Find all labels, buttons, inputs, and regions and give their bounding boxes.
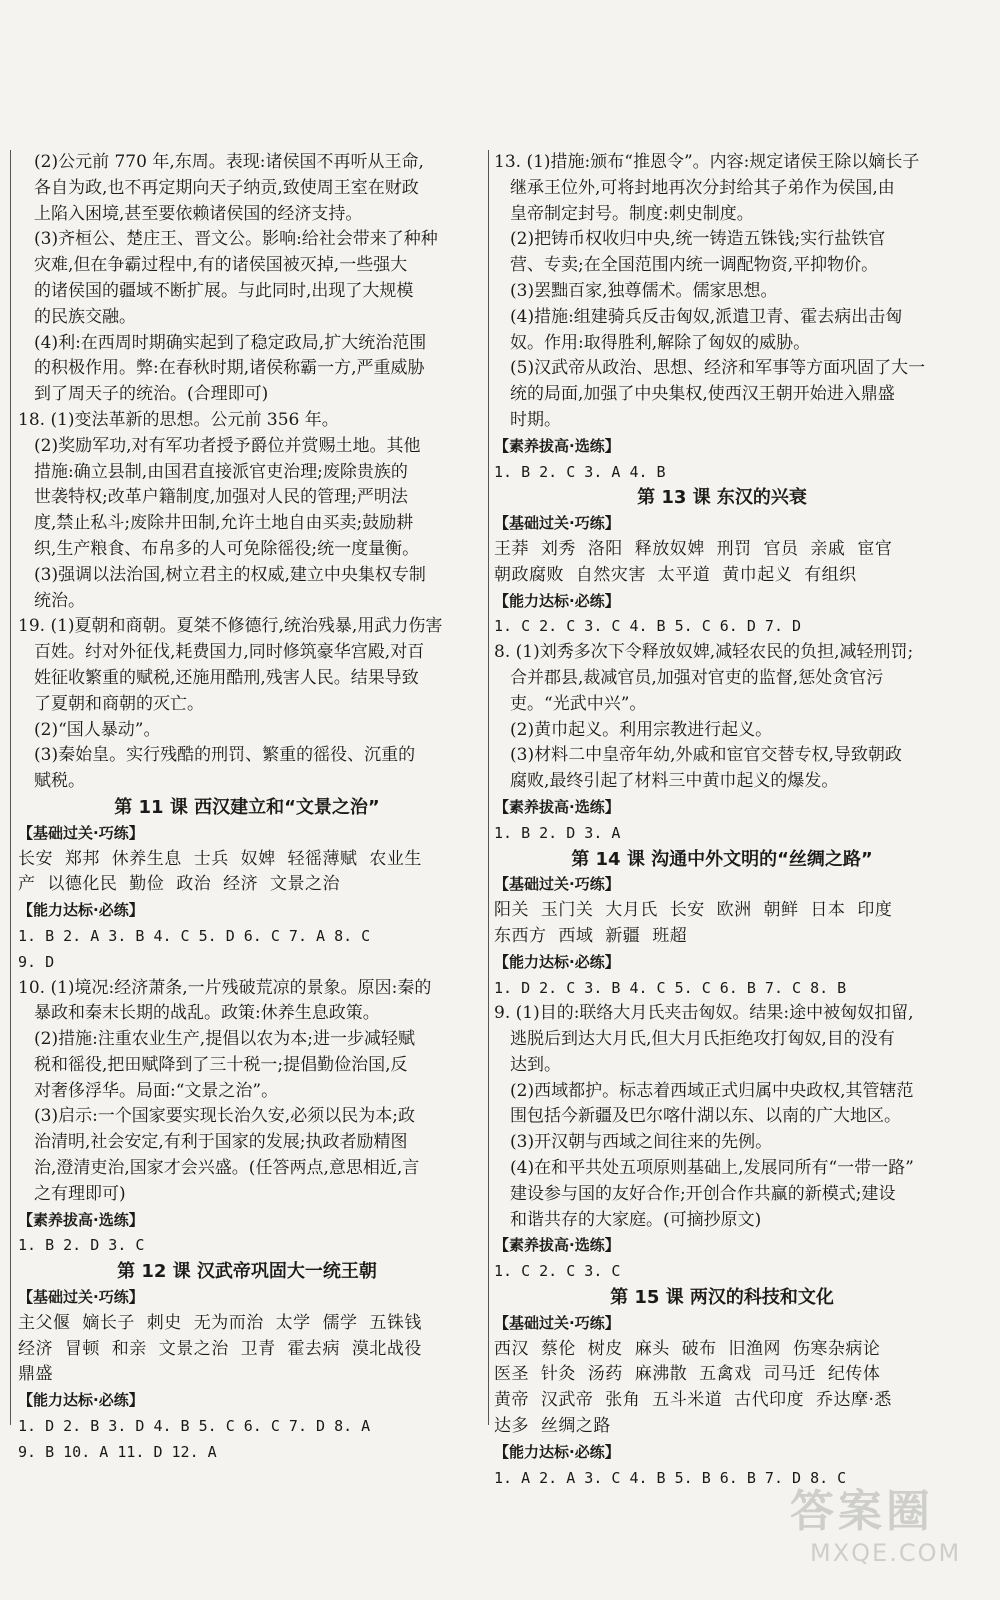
watermark-text: 答案圈 [790, 1486, 934, 1537]
text-line: (3)启示:一个国家要实现长治久安,必须以民为本;政 [34, 1106, 415, 1127]
lesson-title: 第 12 课 汉武帝巩固大一统王朝 [117, 1261, 377, 1283]
left-margin-rule [10, 150, 11, 1425]
text-line: (3)秦始皇。实行残酷的刑罚、繁重的徭役、沉重的 [34, 745, 416, 766]
text-line: (2)奖励军功,对有军功者授予爵位并赏赐土地。其他 [34, 435, 421, 456]
text-line: 10. (1)境况:经济萧条,一片残破荒凉的景象。原因:秦的 [18, 977, 432, 998]
text-line: 吏。“光武中兴”。 [510, 693, 647, 714]
text-line: 的民族交融。 [34, 306, 136, 327]
text-line: (3)材料二中皇帝年幼,外戚和宦官交替专权,导致朝政 [510, 745, 902, 766]
text-line: 逃脱后到达大月氏,但大月氏拒绝攻打匈奴,目的没有 [510, 1029, 895, 1050]
answer-choices: 9. B 10. A 11. D 12. A [18, 1442, 217, 1461]
text-line: 上陷入困境,甚至要依赖诸侯国的经济支持。 [34, 203, 363, 224]
text-line: 继承王位外,可将封地再次分封给其子弟作为侯国,由 [510, 177, 895, 198]
answer-choices: 9. D [18, 952, 55, 971]
keyword-answers: 医圣 针灸 汤药 麻沸散 五禽戏 司马迁 纪传体 [494, 1364, 881, 1385]
keyword-answers: 王莽 刘秀 洛阳 释放奴婢 刑罚 官员 亲戚 宦官 [494, 538, 893, 559]
text-line: 合并郡县,裁减官员,加强对官吏的监督,惩处贪官污 [510, 667, 884, 688]
text-line: (4)利:在西周时期确实起到了稳定政局,扩大统治范围 [34, 332, 427, 353]
text-line: 暴政和秦末长期的战乱。政策:休养生息政策。 [34, 1003, 380, 1024]
text-line: (2)西域都护。标志着西域正式归属中央政权,其管辖范 [510, 1080, 914, 1101]
answer-choices: 1. C 2. C 3. C [494, 1262, 621, 1281]
text-line: 灾难,但在争霸过程中,有的诸侯国被灭掉,一些强大 [34, 255, 408, 276]
section-heading: 【基础过关·巧练】 [494, 875, 620, 894]
text-line: 了夏朝和商朝的灭亡。 [34, 693, 204, 714]
keyword-answers: 主父偃 嫡长子 刺史 无为而治 太学 儒学 五铢钱 [18, 1312, 422, 1333]
text-line: 各自为政,也不再定期向天子纳贡,致使周王室在财政 [34, 177, 419, 198]
section-heading: 【能力达标·必练】 [494, 1442, 620, 1461]
text-line: 皇帝制定封号。制度:刺史制度。 [510, 203, 754, 224]
answer-choices: 1. B 2. C 3. A 4. B [494, 462, 666, 481]
text-line: 营、专卖;在全国范围内统一调配物资,平抑物价。 [510, 255, 879, 276]
text-line: (3)齐桓公、楚庄王、晋文公。影响:给社会带来了种种 [34, 229, 438, 250]
text-line: 之有理即可) [34, 1183, 126, 1204]
text-line: 统的局面,加强了中央集权,使西汉王朝开始进入鼎盛 [510, 384, 895, 405]
text-line: 18. (1)变法革新的思想。公元前 356 年。 [18, 409, 339, 430]
section-heading: 【素养拔高·选练】 [18, 1210, 144, 1229]
text-line: (2)“国人暴动”。 [34, 719, 161, 740]
text-line: 到了周天子的统治。(合理即可) [34, 384, 269, 405]
text-line: 腐败,最终引起了材料三中黄巾起义的爆发。 [510, 771, 839, 792]
section-heading: 【能力达标·必练】 [494, 591, 620, 610]
section-heading: 【基础过关·巧练】 [18, 823, 144, 842]
section-heading: 【基础过关·巧练】 [494, 1313, 620, 1332]
text-line: 达到。 [510, 1054, 561, 1075]
lesson-title: 第 15 课 两汉的科技和文化 [610, 1287, 834, 1309]
section-heading: 【能力达标·必练】 [494, 952, 620, 971]
text-line: 织,生产粮食、布帛多的人可免除徭役;统一度量衡。 [34, 538, 420, 559]
text-line: (2)黄巾起义。利用宗教进行起义。 [510, 719, 773, 740]
text-line: 建设参与国的友好合作;开创合作共赢的新模式;建设 [510, 1183, 896, 1204]
text-line: 姓征收繁重的赋税,还施用酷刑,残害人民。结果导致 [34, 667, 419, 688]
text-line: 奴。作用:取得胜利,解除了匈奴的威胁。 [510, 332, 811, 353]
section-heading: 【基础过关·巧练】 [18, 1288, 144, 1307]
text-line: (4)在和平共处五项原则基础上,发展同所有“一带一路” [510, 1158, 914, 1179]
text-line: 度,禁止私斗;废除井田制,允许土地自由买卖;鼓励耕 [34, 513, 414, 534]
text-line: 对奢侈浮华。局面:“文景之治”。 [34, 1080, 279, 1101]
text-line: 的诸侯国的疆域不断扩展。与此同时,出现了大规模 [34, 280, 414, 301]
left-column [18, 150, 476, 1466]
text-line: 税和徭役,把田赋降到了三十税一;提倡勤俭治国,反 [34, 1054, 408, 1075]
watermark-logo [790, 1475, 990, 1567]
text-line: 的积极作用。弊:在春秋时期,诸侯称霸一方,严重威胁 [34, 358, 425, 379]
text-line: 时期。 [510, 409, 561, 430]
right-column [494, 150, 950, 1491]
lesson-title: 第 14 课 沟通中外文明的“丝绸之路” [571, 848, 873, 870]
text-line: 8. (1)刘秀多次下令释放奴婢,减轻农民的负担,减轻刑罚; [494, 642, 914, 663]
text-line: (2)把铸币权收归中央,统一铸造五铢钱;实行盐铁官 [510, 229, 886, 250]
answer-choices: 1. D 2. B 3. D 4. B 5. C 6. C 7. D 8. A [18, 1417, 371, 1436]
text-line: (4)措施:组建骑兵反击匈奴,派遣卫青、霍去病出击匈 [510, 306, 903, 327]
text-line: 围包括今新疆及巴尔喀什湖以东、以南的广大地区。 [510, 1106, 901, 1127]
keyword-answers: 西汉 蔡伦 树皮 麻头 破布 旧渔网 伤寒杂病论 [494, 1338, 881, 1359]
keyword-answers: 经济 冒顿 和亲 文景之治 卫青 霍去病 漠北战役 [18, 1338, 422, 1359]
section-heading: 【基础过关·巧练】 [494, 514, 620, 533]
section-heading: 【素养拔高·选练】 [494, 1236, 620, 1255]
text-line: 19. (1)夏朝和商朝。夏桀不修德行,统治残暴,用武力伤害 [18, 616, 443, 637]
answer-choices: 1. C 2. C 3. C 4. B 5. C 6. D 7. D [494, 617, 802, 636]
text-line: (2)措施:注重农业生产,提倡以农为本;进一步减轻赋 [34, 1029, 415, 1050]
section-heading: 【能力达标·必练】 [18, 901, 144, 920]
text-line: 治清明,社会安定,有利于国家的发展;执政者励精图 [34, 1132, 408, 1153]
text-line: 统治。 [34, 590, 85, 611]
text-line: 百姓。纣对外征伐,耗费国力,同时修筑豪华宫殿,对百 [34, 642, 425, 663]
keyword-answers: 黄帝 汉武帝 张角 五斗米道 古代印度 乔达摩·悉 [494, 1390, 892, 1411]
keyword-answers: 产 以德化民 勤俭 政治 经济 文景之治 [18, 874, 341, 895]
text-line: 9. (1)目的:联络大月氏夹击匈奴。结果:途中被匈奴扣留, [494, 1003, 914, 1024]
text-line: 赋税。 [34, 771, 85, 792]
text-line: 措施:确立县制,由国君直接派官吏治理;废除贵族的 [34, 461, 408, 482]
text-line: (3)强调以法治国,树立君主的权威,建立中央集权专制 [34, 564, 426, 585]
section-heading: 【素养拔高·选练】 [494, 436, 620, 455]
text-line: (2)公元前 770 年,东周。表现:诸侯国不再听从王命, [34, 152, 424, 172]
keyword-answers: 东西方 西域 新疆 班超 [494, 925, 688, 946]
keyword-answers: 阳关 玉门关 大月氏 长安 欧洲 朝鲜 日本 印度 [494, 900, 893, 921]
section-heading: 【能力达标·必练】 [18, 1391, 144, 1410]
lesson-title: 第 13 课 东汉的兴衰 [637, 487, 807, 509]
answer-choices: 1. A 2. A 3. C 4. B 5. B 6. B 7. D 8. C [494, 1468, 847, 1487]
keyword-answers: 朝政腐败 自然灾害 太平道 黄巾起义 有组织 [494, 564, 857, 585]
keyword-answers: 鼎盛 [18, 1364, 53, 1385]
answer-choices: 1. B 2. A 3. B 4. C 5. D 6. C 7. A 8. C [18, 926, 371, 945]
answer-choices: 1. B 2. D 3. A [494, 823, 621, 842]
column-divider [488, 150, 489, 1425]
section-heading: 【素养拔高·选练】 [494, 797, 620, 816]
answer-choices: 1. D 2. C 3. B 4. C 5. C 6. B 7. C 8. B [494, 978, 847, 997]
text-line: 世袭特权;改革户籍制度,加强对人民的管理;严明法 [34, 487, 408, 508]
lesson-title: 第 11 课 西汉建立和“文景之治” [114, 796, 380, 818]
text-line: 13. (1)措施:颁布“推恩令”。内容:规定诸侯王除以嫡长子 [494, 152, 920, 172]
answer-choices: 1. B 2. D 3. C [18, 1236, 145, 1255]
text-line: (3)开汉朝与西域之间往来的先例。 [510, 1132, 773, 1153]
text-line: 治,澄清吏治,国家才会兴盛。(任答两点,意思相近,言 [34, 1158, 420, 1179]
keyword-answers: 达多 丝绸之路 [494, 1416, 611, 1437]
text-line: 和谐共存的大家庭。(可摘抄原文) [510, 1209, 762, 1230]
text-line: (5)汉武帝从政治、思想、经济和军事等方面巩固了大一 [510, 358, 926, 379]
keyword-answers: 长安 郑邦 休养生息 士兵 奴婢 轻徭薄赋 农业生 [18, 848, 422, 869]
text-line: (3)罢黜百家,独尊儒术。儒家思想。 [510, 280, 778, 301]
watermark-url: MXQE.COM [810, 1539, 962, 1567]
